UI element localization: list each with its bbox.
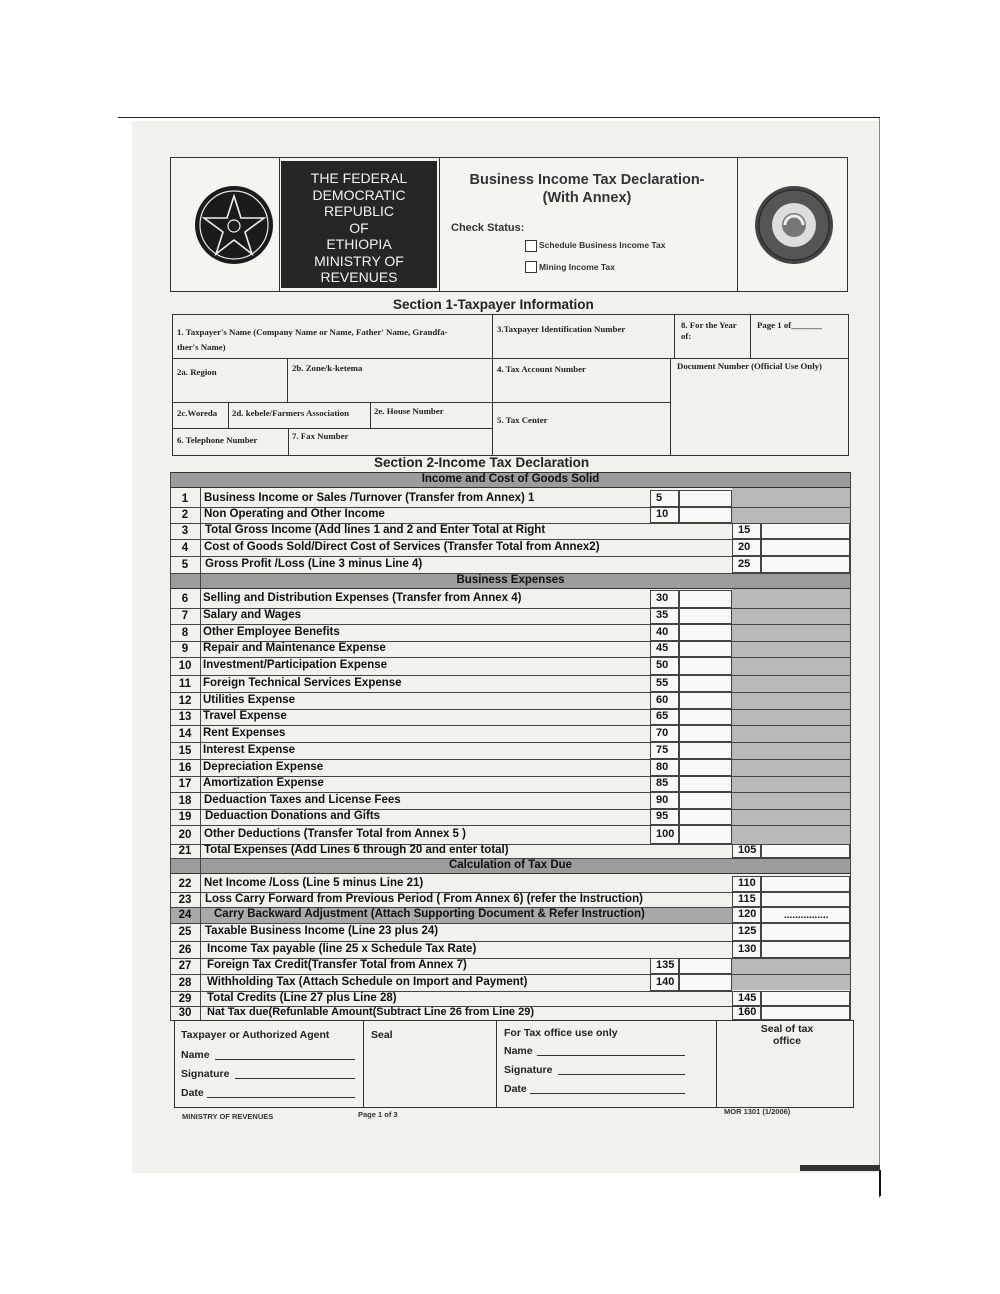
field-label: 2e. House Number (374, 406, 444, 416)
line-description: Deduaction Donations and Gifts (205, 810, 381, 822)
line-code: 40 (656, 625, 669, 638)
seal-label: Seal (371, 1029, 393, 1041)
line-description: Taxable Business Income (Line 23 plus 24) (205, 925, 439, 937)
line-description: Other Deductions (Transfer Total from Annex 5 ) (204, 827, 466, 840)
authority-name-box (281, 161, 437, 288)
section-1-title: Section 1-Taxpayer Information (393, 297, 594, 312)
line-number: 30 (178, 1007, 192, 1019)
schedule-business-income-tax-checkbox[interactable] (525, 240, 537, 252)
line-code: 130 (738, 942, 757, 955)
region-field[interactable] (173, 359, 288, 403)
amount-input-cell[interactable] (761, 844, 850, 858)
field-label: Page 1 of_______ (757, 320, 822, 330)
line-description: Salary and Wages (203, 609, 302, 621)
line-number: 16 (178, 761, 192, 774)
footer-ministry: MINISTRY OF REVENUES (182, 1112, 274, 1121)
header-divider (279, 158, 280, 291)
field-label: 8. For the Year (681, 320, 737, 330)
amount-input-cell[interactable] (761, 991, 850, 1006)
line-code: 145 (738, 991, 757, 1004)
line-code: 25 (738, 557, 751, 570)
line-number: 5 (181, 558, 189, 571)
field-label: 3.Taxpayer Identification Number (497, 324, 626, 334)
expenses-band: Business Expenses (170, 573, 851, 589)
tax-year-field[interactable] (675, 315, 751, 359)
row-divider (170, 657, 851, 658)
header-divider (737, 158, 738, 291)
line-number: 20 (178, 828, 192, 841)
line-number: 27 (178, 960, 192, 972)
line-number: 26 (178, 943, 192, 956)
line-description: Gross Profit /Loss (Line 3 minus Line 4) (205, 557, 423, 570)
line-number: 10 (178, 660, 192, 672)
agent-date-line[interactable] (207, 1097, 355, 1098)
field-label: 6. Telephone Number (177, 435, 258, 445)
line-code: 50 (656, 659, 669, 671)
office-signature-label: Signature (504, 1064, 553, 1076)
amount-input-cell[interactable] (761, 941, 850, 958)
checkbox-label: Schedule Business Income Tax (539, 240, 666, 250)
line-description: Amortization Expense (203, 777, 324, 789)
field-label: of: (681, 331, 692, 341)
checkbox-label: Mining Income Tax (539, 262, 615, 272)
table-border (850, 472, 851, 1020)
line-code: 35 (656, 609, 669, 621)
line-number: 4 (181, 541, 189, 554)
amount-input-cell[interactable] (679, 675, 732, 692)
amount-input-cell[interactable] (761, 1006, 850, 1020)
line-number: 21 (178, 845, 192, 857)
line-number: 23 (178, 893, 192, 906)
line-number: 18 (178, 794, 192, 807)
line-description: Interest Expense (203, 743, 296, 756)
taxpayer-information-table (172, 314, 849, 456)
field-label: ther's Name) (177, 342, 226, 352)
line-code: 10 (656, 508, 669, 520)
shaded-area (732, 954, 850, 990)
line-number: 13 (178, 711, 192, 723)
line-code: 100 (656, 827, 675, 840)
footer-form-code: MOR 1301 (1/2006) (724, 1107, 791, 1116)
amount-input-cell[interactable] (679, 657, 732, 675)
amount-input-cell[interactable] (679, 776, 732, 792)
line-code: 30 (656, 592, 669, 604)
amount-input-cell[interactable] (679, 742, 732, 759)
line-description: Withholding Tax (Attach Schedule on Import and Payment) (207, 975, 528, 988)
line-code: 55 (656, 676, 669, 689)
amount-input-cell[interactable] (679, 792, 732, 809)
field-label: 5. Tax Center (497, 415, 548, 425)
authority-line: OF (349, 219, 369, 236)
kebele-field[interactable] (229, 403, 371, 429)
line-description: Deduaction Taxes and License Fees (204, 793, 401, 806)
line-number: 19 (178, 811, 192, 823)
sig-divider (496, 1021, 497, 1107)
row-24-dots: ................ (784, 910, 829, 921)
line-description: Travel Expense (203, 710, 287, 722)
line-code: 85 (656, 777, 669, 789)
amount-input-cell[interactable] (761, 923, 850, 941)
line-description: Nat Tax due(Refunlable Amount(Subtract Line 26 from Line 29) (207, 1006, 534, 1018)
line-code: 160 (738, 1006, 757, 1018)
agent-date-label: Date (181, 1087, 204, 1099)
agent-signature-label: Signature (181, 1068, 230, 1080)
line-code: 70 (656, 726, 669, 739)
row-divider (170, 573, 851, 574)
row-divider (170, 858, 851, 859)
line-number: 28 (178, 976, 192, 989)
line-code-cell (650, 490, 679, 507)
line-description: Repair and Maintenance Expense (203, 642, 386, 654)
header-divider (439, 158, 440, 291)
line-number: 9 (181, 643, 189, 655)
form-title-line: (With Annex) (542, 190, 632, 206)
line-number: 14 (178, 727, 192, 740)
amount-input-cell[interactable] (679, 624, 732, 641)
field-label: 1. Taxpayer's Name (Company Name or Name, Father' Name, Grandfa- (177, 327, 448, 337)
line-code: 115 (738, 892, 756, 905)
line-description: Business Income or Sales /Turnover (Transfer from Annex) 1 (204, 491, 535, 504)
tax-calculation-band: Calculation of Tax Due (170, 858, 851, 874)
office-seal-label (731, 1023, 843, 1047)
sig-divider (716, 1021, 717, 1107)
line-code: 120 (738, 908, 757, 920)
line-code: 20 (738, 540, 751, 553)
agent-label: Taxpayer or Authorized Agent (181, 1029, 330, 1041)
line-number: 22 (178, 878, 192, 890)
line-code: 135 (656, 959, 675, 971)
amount-input-cell[interactable] (761, 892, 850, 907)
income-band: Income and Cost of Goods Solid (170, 472, 851, 488)
form-title (447, 171, 727, 207)
line-number: 3 (181, 525, 189, 537)
line-description: Cost of Goods Sold/Direct Cost of Services (Transfer Total from Annex2) (204, 540, 600, 553)
office-name-label: Name (504, 1045, 533, 1057)
tax-center-field[interactable] (493, 403, 671, 455)
line-code: 90 (656, 793, 669, 806)
line-description: Carry Backward Adjustment (Attach Supporting Document & Refer Instruction) (214, 908, 645, 920)
document-number-field[interactable] (671, 359, 848, 455)
form-title-line: Business Income Tax Declaration- (469, 172, 705, 188)
line-code: 75 (656, 743, 669, 756)
office-name-line[interactable] (537, 1055, 685, 1056)
line-number: 24 (178, 909, 192, 921)
line-number: 7 (181, 610, 189, 622)
line-number: 1 (181, 492, 189, 505)
line-number: 12 (178, 694, 192, 707)
authority-line: DEMOCRATIC (312, 186, 406, 203)
authority-line: THE FEDERAL (310, 170, 408, 186)
ministry-of-revenues-seal-icon (755, 186, 833, 264)
amount-input-cell[interactable] (679, 507, 732, 523)
check-status-label: Check Status: (451, 222, 525, 234)
taxpayer-name-field[interactable] (173, 315, 493, 359)
line-code: 105 (738, 844, 757, 856)
section-2-title: Section 2-Income Tax Declaration (374, 455, 590, 470)
line-number: 11 (178, 677, 192, 690)
line-description: Utilities Expense (203, 693, 296, 706)
amount-input-cell[interactable] (679, 692, 732, 709)
line-description: Loss Carry Forward from Previous Period ( From Annex 6) (refer the Instruction) (205, 892, 643, 905)
line-code: 60 (656, 693, 669, 706)
line-description: Foreign Tax Credit(Transfer Total from Annex 7) (207, 959, 467, 971)
amount-input-cell[interactable] (679, 709, 732, 725)
mining-income-tax-checkbox[interactable] (525, 261, 537, 273)
amount-input-cell[interactable] (761, 876, 850, 892)
footer-page-number: Page 1 of 3 (358, 1110, 398, 1119)
row-divider (170, 825, 851, 826)
line-description: Foreign Technical Services Expense (203, 676, 402, 689)
line-number: 6 (181, 593, 189, 605)
signature-block (174, 1020, 854, 1108)
authority-line: REVENUES (320, 269, 398, 285)
line-code: 140 (656, 975, 675, 988)
tin-field[interactable] (493, 315, 675, 359)
field-label: 7. Fax Number (292, 431, 349, 441)
amount-input-cell[interactable] (679, 759, 732, 776)
amount-input-cell[interactable] (679, 809, 732, 825)
amount-input-cell[interactable] (761, 539, 850, 556)
zone-field[interactable] (288, 359, 493, 403)
agent-signature-line[interactable] (235, 1078, 355, 1079)
amount-input-cell[interactable] (679, 590, 732, 608)
tax-account-field[interactable] (493, 359, 671, 403)
line-description: Total Expenses (Add Lines 6 through 20 and enter total) (204, 844, 509, 856)
line-code: 15 (738, 524, 751, 536)
line-code: 45 (656, 642, 669, 654)
amount-input-cell[interactable] (679, 958, 732, 974)
office-signature-line[interactable] (558, 1074, 685, 1075)
office-seal-label-line: office (772, 1035, 801, 1047)
authority-line: ETHIOPIA (326, 236, 392, 252)
agent-name-line[interactable] (215, 1059, 355, 1060)
line-description: Selling and Distribution Expenses (Transfer from Annex 4) (203, 592, 522, 604)
field-label: 2d. kebele/Farmers Association (232, 408, 350, 418)
amount-input-cell[interactable] (679, 725, 732, 742)
scan-top-border (118, 117, 880, 118)
amount-input-cell[interactable] (679, 825, 732, 844)
page-number-field[interactable] (751, 315, 848, 359)
line-code: 5 (656, 491, 663, 504)
amount-input-cell[interactable] (679, 608, 732, 624)
amount-input-cell[interactable] (761, 523, 850, 539)
amount-input-cell[interactable] (679, 641, 732, 657)
line-code: 80 (656, 760, 669, 773)
line-description: Total Credits (Line 27 plus Line 28) (207, 991, 397, 1004)
telephone-field[interactable] (173, 429, 289, 455)
field-label: 2a. Region (177, 367, 217, 377)
ethiopia-emblem-icon (195, 186, 273, 264)
line-number: 17 (178, 778, 192, 790)
form-header (170, 157, 848, 292)
line-description: Net Income /Loss (Line 5 minus Line 21) (204, 877, 424, 889)
office-seal-label-line: Seal of tax (760, 1023, 814, 1035)
agent-name-label: Name (181, 1049, 210, 1061)
woreda-field[interactable] (173, 403, 229, 429)
office-date-label: Date (504, 1083, 527, 1095)
line-description: Other Employee Benefits (203, 625, 340, 638)
line-description: Investment/Participation Expense (203, 659, 388, 671)
line-code: 125 (738, 925, 757, 937)
line-number: 25 (178, 926, 192, 938)
field-label: 2b. Zone/k-ketema (292, 363, 363, 373)
line-number: 8 (181, 626, 189, 639)
house-number-field[interactable] (371, 403, 493, 429)
authority-line: MINISTRY OF (314, 252, 404, 269)
field-label: 4. Tax Account Number (497, 364, 586, 374)
scan-bottom-bar (800, 1165, 880, 1171)
line-description: Total Gross Income (Add lines 1 and 2 and Enter Total at Right (205, 524, 546, 536)
amount-input-cell[interactable] (679, 490, 732, 507)
shaded-area (732, 488, 850, 523)
line-description: Rent Expenses (203, 726, 286, 739)
line-description: Income Tax payable (line 25 x Schedule Tax Rate) (207, 942, 477, 955)
amount-input-cell[interactable] (679, 974, 732, 991)
scan-right-border (879, 118, 880, 1198)
sig-divider (363, 1021, 364, 1107)
line-code: 95 (656, 810, 669, 822)
line-number: 15 (178, 744, 192, 757)
line-code: 110 (738, 877, 756, 889)
line-number: 2 (181, 509, 189, 521)
income-tax-declaration-table (170, 470, 851, 1020)
office-use-label: For Tax office use only (504, 1027, 618, 1039)
line-description: Depreciation Expense (203, 760, 324, 773)
field-label: 2c.Woreda (177, 408, 218, 418)
line-description: Non Operating and Other Income (204, 508, 385, 520)
line-code: 65 (656, 710, 669, 722)
field-label: Document Number (Official Use Only) (677, 361, 822, 371)
fax-field[interactable] (289, 429, 493, 455)
line-number: 29 (178, 992, 192, 1005)
scan-bottom-tick (879, 1170, 881, 1196)
authority-line: REPUBLIC (323, 203, 395, 219)
amount-input-cell[interactable] (761, 556, 850, 573)
office-date-line[interactable] (530, 1093, 685, 1094)
